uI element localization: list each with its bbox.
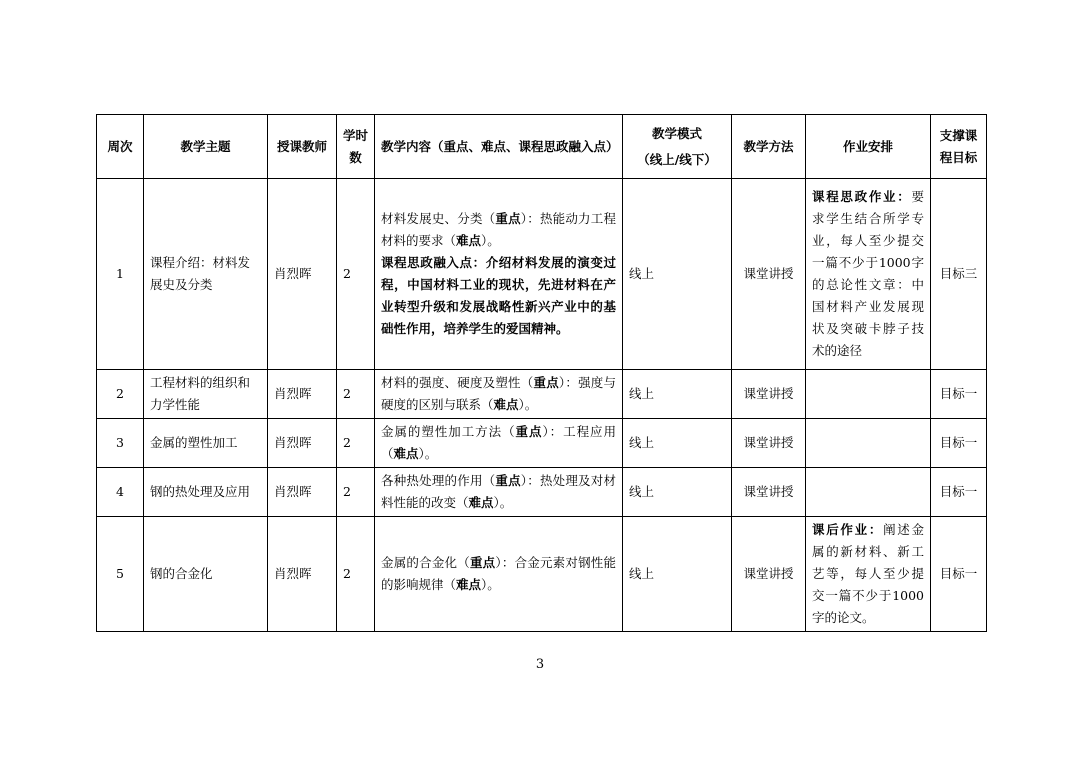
header-method: 教学方法 [732,115,806,179]
cell-method: 课堂讲授 [732,517,806,632]
header-teacher: 授课教师 [268,115,337,179]
header-week: 周次 [97,115,144,179]
cell-hours: 2 [337,517,375,632]
content-text: 材料发展史、分类（ [381,211,496,226]
cell-content [375,419,623,468]
content-difficulty-label: 难点 [393,446,419,461]
content-difficulty-label: 难点 [456,233,482,248]
cell-topic: 钢的合金化 [144,517,268,632]
cell-content [375,370,623,419]
content-text: ）：合金元素对钢性能的影响规律（ [381,555,616,592]
content-ideology-point: 课程思政融入点：介绍材料发展的演变过程，中国材料工业的现状，先进材料在产业转型升级和发展战略性新兴产业中的基础性作用，培养学生的爱国精神。 [381,255,616,336]
cell-method: 课堂讲授 [732,370,806,419]
cell-mode: 线上 [623,179,732,370]
cell-method: 课堂讲授 [732,468,806,517]
header-goal: 支撑课程目标 [931,115,987,179]
content-text: 各种热处理的作用（ [381,473,496,488]
content-text: 金属的合金化（ [381,555,470,570]
cell-hours: 2 [337,419,375,468]
content-text: 金属的塑性加工方法（ [381,424,516,439]
cell-topic: 工程材料的组织和力学性能 [144,370,268,419]
content-text: ）：强度与硬度的区别与联系（ [381,375,616,412]
header-mode [623,115,732,179]
content-text: ）。 [493,495,513,510]
content-key-label: 重点 [533,375,559,390]
content-text: ）。 [518,397,538,412]
page-number: 3 [535,657,545,672]
cell-goal: 目标三 [931,179,987,370]
cell-hours: 2 [337,370,375,419]
cell-homework-empty [806,419,931,468]
cell-mode: 线上 [623,517,732,632]
cell-homework [806,517,931,632]
cell-goal: 目标一 [931,517,987,632]
homework-label: 课程思政作业： [812,189,912,204]
homework-text: 阐述金属的新材料、新工艺等，每人至少提交一篇不少于1000字的论文。 [812,522,924,625]
cell-homework-empty [806,468,931,517]
header-topic: 教学主题 [144,115,268,179]
header-hours: 学时数 [337,115,375,179]
header-mode-line1: 教学模式 [651,125,702,141]
content-text: ）。 [418,446,438,461]
cell-week: 2 [97,370,144,419]
cell-teacher: 肖烈晖 [268,419,337,468]
homework-label: 课后作业： [812,522,884,537]
cell-teacher: 肖烈晖 [268,370,337,419]
cell-homework-empty [806,370,931,419]
cell-mode: 线上 [623,419,732,468]
cell-goal: 目标一 [931,468,987,517]
content-text: ）：工程应用（ [381,424,616,461]
cell-mode: 线上 [623,468,732,517]
cell-method: 课堂讲授 [732,419,806,468]
cell-content [375,179,623,370]
table-row [97,370,987,419]
homework-text: 要求学生结合所学专业，每人至少提交一篇不少于1000字的总论性文章：中国材料产业发展现状及突破卡脖子技术的途径 [812,189,924,358]
cell-teacher: 肖烈晖 [268,468,337,517]
cell-teacher: 肖烈晖 [268,179,337,370]
header-homework: 作业安排 [806,115,931,179]
cell-week: 5 [97,517,144,632]
table-row [97,179,987,370]
table-row [97,468,987,517]
cell-topic: 金属的塑性加工 [144,419,268,468]
table-header-row [97,115,987,179]
table-row [97,419,987,468]
content-difficulty-label: 难点 [456,577,482,592]
cell-homework [806,179,931,370]
header-content: 教学内容（重点、难点、课程思政融入点） [375,115,623,179]
cell-goal: 目标一 [931,370,987,419]
cell-teacher: 肖烈晖 [268,517,337,632]
cell-week: 4 [97,468,144,517]
cell-week: 1 [97,179,144,370]
content-key-label: 重点 [515,424,543,439]
content-key-label: 重点 [469,555,496,570]
content-difficulty-label: 难点 [493,397,519,412]
content-text: ）。 [481,577,500,592]
cell-topic: 课程介绍：材料发展史及分类 [144,179,268,370]
content-key-label: 重点 [495,211,521,226]
cell-topic: 钢的热处理及应用 [144,468,268,517]
content-text: ）：热能动力工程材料的要求（ [381,211,616,248]
content-text: 材料的强度、硬度及塑性（ [381,375,534,390]
content-text: ）。 [481,233,500,248]
content-text: ）：热处理及对材料性能的改变（ [381,473,616,510]
cell-content [375,468,623,517]
cell-hours: 2 [337,179,375,370]
cell-hours: 2 [337,468,375,517]
cell-week: 3 [97,419,144,468]
header-mode-line2: （线上/线下） [637,151,717,167]
cell-mode: 线上 [623,370,732,419]
cell-method: 课堂讲授 [732,179,806,370]
cell-content [375,517,623,632]
content-key-label: 重点 [495,473,521,488]
table-row [97,517,987,632]
teaching-schedule-table [96,114,987,632]
cell-goal: 目标一 [931,419,987,468]
content-difficulty-label: 难点 [468,495,494,510]
